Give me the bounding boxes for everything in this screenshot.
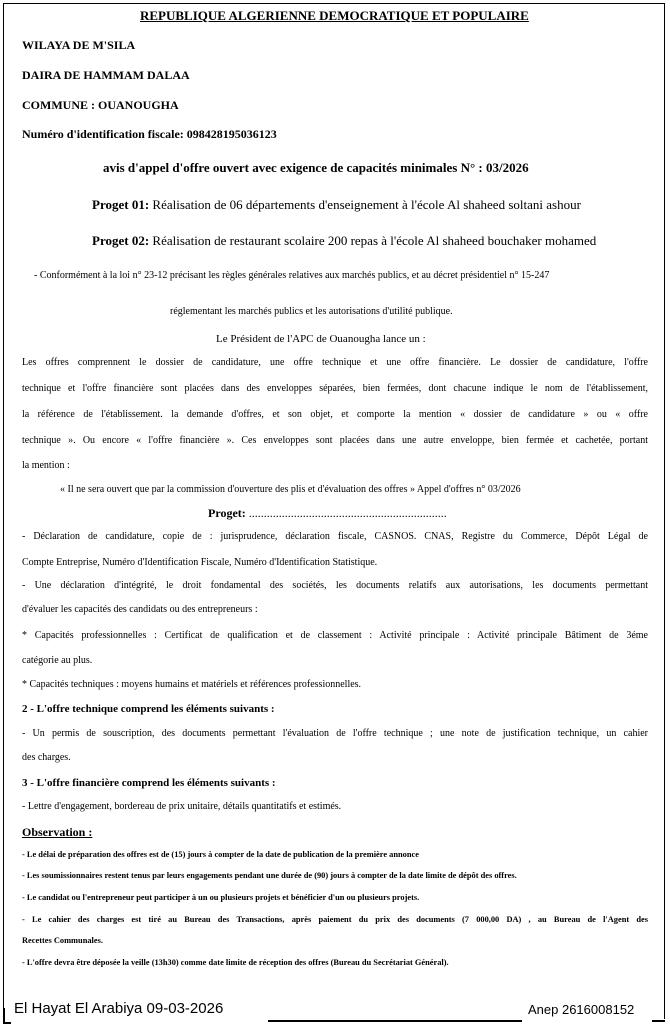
declaration-line-1: - Déclaration de candidature, copie de : jurisprudence, déclaration fiscale, CASNOS. CNAS, Registre du Commerce, Dépôt Légal de	[22, 531, 648, 542]
daira-line: DAIRA DE HAMMAM DALAA	[22, 68, 190, 82]
project-1-text: Réalisation de 06 départements d'enseignement à l'école Al shaheed soltani ashour	[152, 197, 581, 212]
observation-5: - L'offre devra être déposée la veille (13h30) comme date limite de réception des offres (Bureau du Secrétariat Général).	[22, 958, 449, 967]
project-1-label: Proget 01:	[92, 197, 150, 212]
footer-corner	[3, 1008, 11, 1024]
technical-offer-line-2: des charges.	[22, 752, 71, 763]
observation-3: - Le candidat ou l'entrepreneur peut participer à un ou plusieurs projets et bénéficier d'un ou plusieurs projets.	[22, 893, 420, 902]
mention-line: « Il ne sera ouvert que par la commission d'ouverture des plis et d'évaluation des offres » Appel d'offres n° 03/2026	[60, 484, 521, 495]
notice-title: avis d'appel d'offre ouvert avec exigence de capacités minimales N° : 03/2026	[103, 160, 529, 175]
para1-line-5: la mention :	[22, 460, 70, 471]
capacities-tech-line: * Capacités techniques : moyens humains et matériels et références professionnelles.	[22, 679, 362, 690]
project-2-text: Réalisation de restaurant scolaire 200 repas à l'école Al shaheed bouchaker mohamed	[152, 233, 597, 248]
technical-offer-heading: 2 - L'offre technique comprend les éléments suivants :	[22, 703, 275, 715]
wilaya-line: WILAYA DE M'SILA	[22, 38, 136, 52]
para1-line-3: la référence de l'établissement. la demande d'offres, et son objet, et comporte la mention « dossier de candidature » ou « offre	[22, 409, 648, 420]
observation-2: - Les soumissionnaires restent tenus par leurs engagements pendant une durée de (90) jours à compter de la date limite de dépôt des offres.	[22, 871, 517, 880]
para1-line-1: Les offres comprennent le dossier de candidature, une offre technique et une offre financière. Le dossier de candidature, l'offre	[22, 357, 648, 368]
legal-line-2: réglementant les marchés publics et les autorisations d'utilité publique.	[170, 306, 453, 317]
nif-line: Numéro d'identification fiscale: 098428195036123	[22, 127, 277, 141]
observation-heading: Observation :	[22, 825, 93, 839]
proget-line	[208, 506, 447, 521]
footer	[0, 996, 670, 1024]
proget-dots: ..................................................................	[248, 506, 447, 520]
project-2-label: Proget 02:	[92, 233, 150, 248]
observation-4-line-2: Recettes Communales.	[22, 936, 103, 945]
observation-1: - Le délai de préparation des offres est de (15) jours à compter de la date de publication de la première annonce	[22, 850, 419, 859]
project-1	[92, 197, 581, 213]
footer-rule-end	[652, 1020, 665, 1022]
president-line: Le Président de l'APC de Ouanougha lance un :	[216, 333, 426, 345]
capacities-pro-line-2: catégorie au plus.	[22, 655, 93, 666]
technical-offer-line-1: - Un permis de souscription, des documents permettant l'évaluation de l'offre technique ; une note de justification technique, un cahier	[22, 728, 648, 739]
declaration-line-2: Compte Entreprise, Numéro d'Identification Fiscale, Numéro d'Identification Statistique.	[22, 557, 378, 568]
financial-offer-line: - Lettre d'engagement, bordereau de prix unitaire, détails quantitatifs et estimés.	[22, 801, 342, 812]
republic-heading: REPUBLIQUE ALGERIENNE DEMOCRATIQUE ET POPULAIRE	[140, 8, 529, 23]
integrity-line-1: - Une déclaration d'intégrité, le droit fondamental des sociétés, les documents relatifs aux autorisations, les documents permettant	[22, 580, 648, 591]
capacities-pro-line-1: * Capacités professionnelles : Certificat de qualification et de classement : Activité principale : Activité principale Bâtiment de 3éme	[22, 630, 648, 641]
observation-4-line-1: - Le cahier des charges est tiré au Bureau des Transactions, après paiement du prix des documents (7 000,00 DA) , au Bureau de l'Agent des	[22, 915, 648, 924]
footer-rule	[268, 1020, 522, 1022]
footer-reference: Anep 2616008152	[528, 1002, 635, 1017]
project-2	[92, 233, 596, 249]
proget-label: Proget:	[208, 506, 246, 520]
financial-offer-heading: 3 - L'offre financière comprend les éléments suivants :	[22, 777, 276, 789]
para1-line-4: technique ». Ou encore « l'offre financière ». Ces enveloppes sont placées dans une autre enveloppe, bien fermée et cachetée, portant	[22, 435, 648, 446]
para1-line-2: technique et l'offre financière sont placées dans des enveloppes séparées, bien fermées, dont chacune indique le nom de l'établissement,	[22, 383, 648, 394]
integrity-line-2: d'évaluer les capacités des candidats ou des entrepreneurs :	[22, 604, 258, 615]
legal-line-1: - Conformément à la loi n° 23-12 précisant les règles générales relatives aux marchés publics, et au décret présidentiel n° 15-247	[34, 270, 550, 281]
commune-line: COMMUNE : OUANOUGHA	[22, 98, 179, 112]
footer-source: El Hayat El Arabiya 09-03-2026	[14, 1000, 224, 1017]
